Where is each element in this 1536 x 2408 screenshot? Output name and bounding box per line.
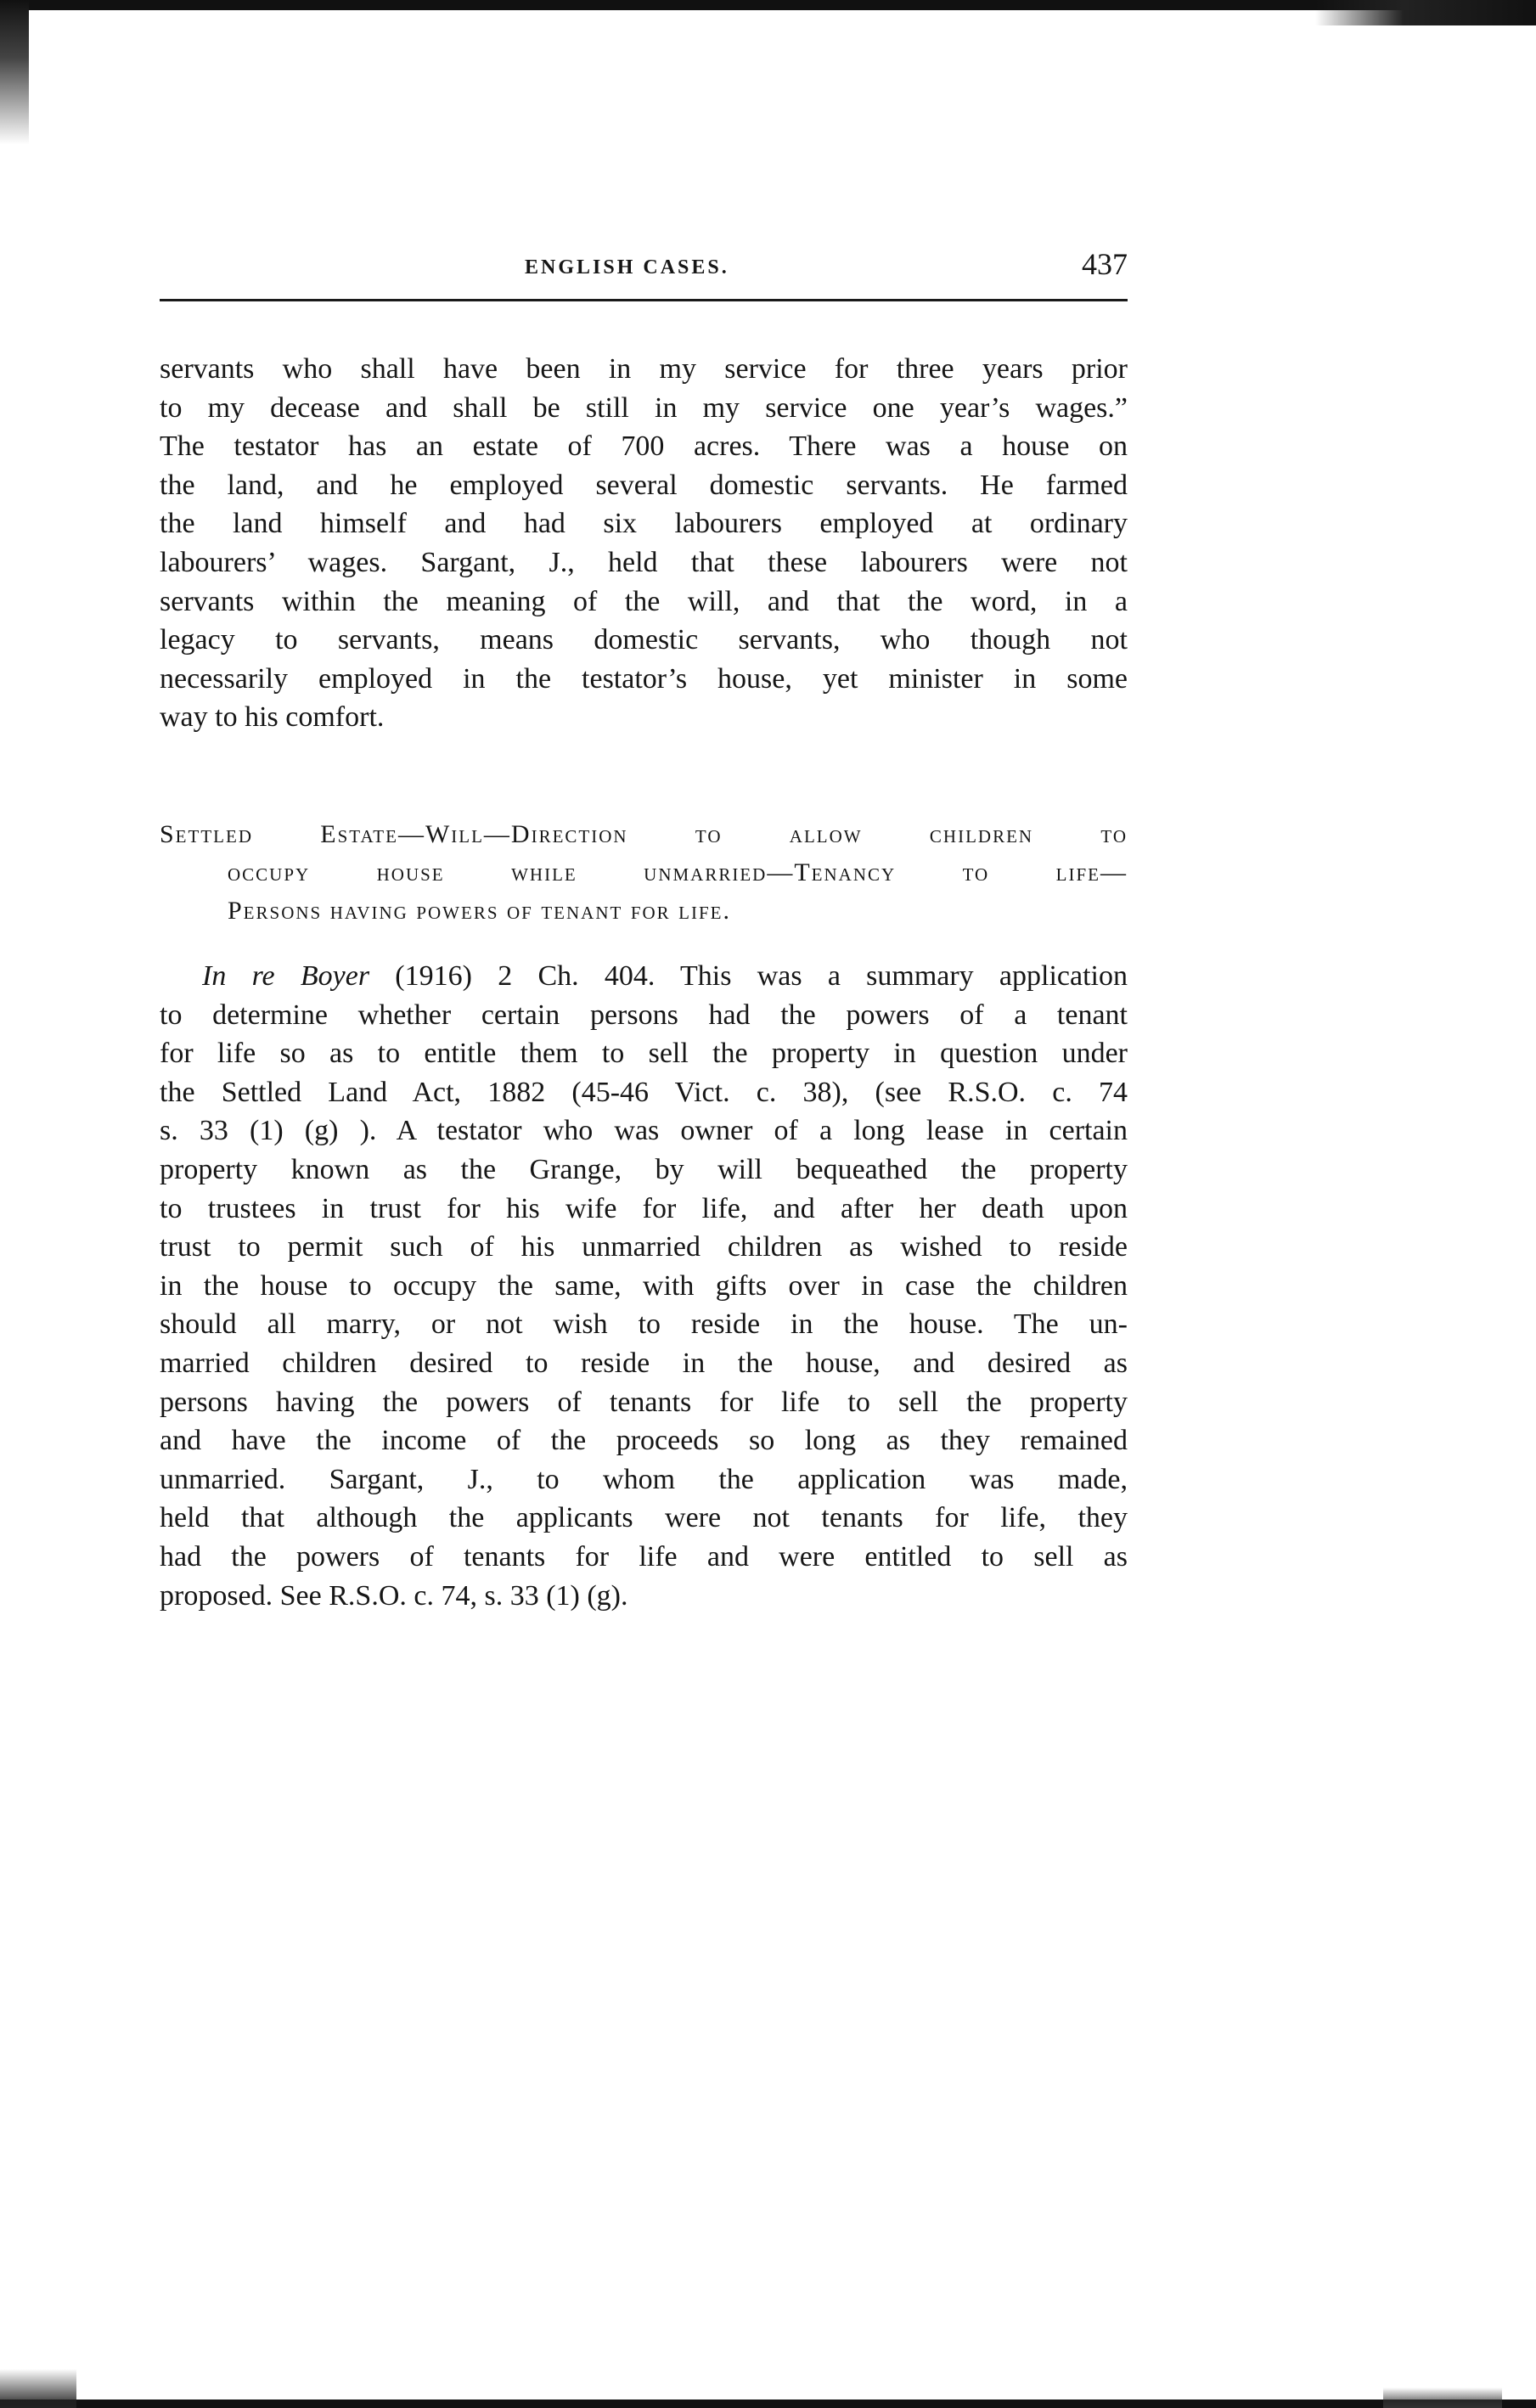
running-title: ENGLISH CASES. — [525, 256, 729, 278]
scan-edge-bottom-right — [1383, 2388, 1502, 2408]
heading-line: Persons having powers of tenant for life. — [228, 897, 732, 925]
header-rule — [160, 299, 1128, 301]
scan-edge-left-corner — [0, 0, 29, 144]
paragraph-in-re-boyer — [160, 957, 1128, 1615]
text-line: held that although the applicants were not tenants for life, they — [160, 1502, 1128, 1534]
scan-edge-bottom-left — [0, 2369, 76, 2408]
text-line: and have the income of the proceeds so long as they remained — [160, 1425, 1128, 1457]
section-heading-settled-estate — [160, 815, 1128, 930]
text-line: the land himself and had six labourers employed at ordinary — [160, 508, 1128, 540]
page-number: 437 — [1082, 247, 1128, 281]
text-line: for life so as to entitle them to sell the property in question under — [160, 1038, 1128, 1070]
text-line: way to his comfort. — [160, 701, 385, 734]
text-line: proposed. See R.S.O. c. 74, s. 33 (1) (g). — [160, 1579, 628, 1612]
text-line: trust to permit such of his unmarried children as wished to reside — [160, 1231, 1128, 1263]
scan-edge-top — [0, 0, 1536, 10]
text-line: unmarried. Sargant, J., to whom the application was made, — [160, 1463, 1128, 1495]
text-line: in the house to occupy the same, with gifts over in case the children — [160, 1269, 1128, 1302]
text-line: s. 33 (1) (g) ). A testator who was owner of a long lease in certain — [160, 1115, 1128, 1147]
text-line: to determine whether certain persons had the powers of a tenant — [160, 999, 1128, 1031]
text-line: persons having the powers of tenants for life to sell the property — [160, 1386, 1128, 1418]
text-line: necessarily employed in the testator’s house, yet minister in some — [160, 662, 1128, 695]
text-line: The testator has an estate of 700 acres. There was a house on — [160, 430, 1128, 463]
text-fragment: (1916) 2 Ch. 404. This was a summary application — [369, 960, 1128, 992]
heading-line: occupy house while unmarried—Tenancy to life— — [228, 858, 1128, 886]
text-line: had the powers of tenants for life and were entitled to sell as — [160, 1540, 1128, 1573]
text-line: should all marry, or not wish to reside in the house. The un- — [160, 1308, 1128, 1341]
text-line: servants within the meaning of the will, and that the word, in a — [160, 585, 1128, 617]
text-line-first — [160, 957, 1128, 996]
heading-line: Settled Estate—Will—Direction to allow children to — [160, 820, 1128, 848]
scan-edge-right-corner — [1315, 0, 1536, 25]
text-line: the land, and he employed several domestic servants. He farmed — [160, 469, 1128, 501]
text-line: labourers’ wages. Sargant, J., held that these labourers were not — [160, 546, 1128, 578]
text-line: married children desired to reside in the house, and desired as — [160, 1347, 1128, 1379]
text-line: servants who shall have been in my service for three years prior — [160, 353, 1128, 385]
text-line: to trustees in trust for his wife for life, and after her death upon — [160, 1192, 1128, 1224]
text-line: the Settled Land Act, 1882 (45-46 Vict. c. 38), (see R.S.O. c. 74 — [160, 1076, 1128, 1108]
text-line: legacy to servants, means domestic servants, who though not — [160, 624, 1128, 656]
text-line: property known as the Grange, by will bequeathed the property — [160, 1153, 1128, 1185]
case-name: In re Boyer — [202, 960, 370, 992]
text-line: to my decease and shall be still in my service one year’s wages.” — [160, 391, 1128, 424]
page-header — [160, 246, 1128, 297]
scan-edge-bottom — [0, 2400, 1536, 2408]
paragraph-servants-legacy — [160, 350, 1128, 737]
